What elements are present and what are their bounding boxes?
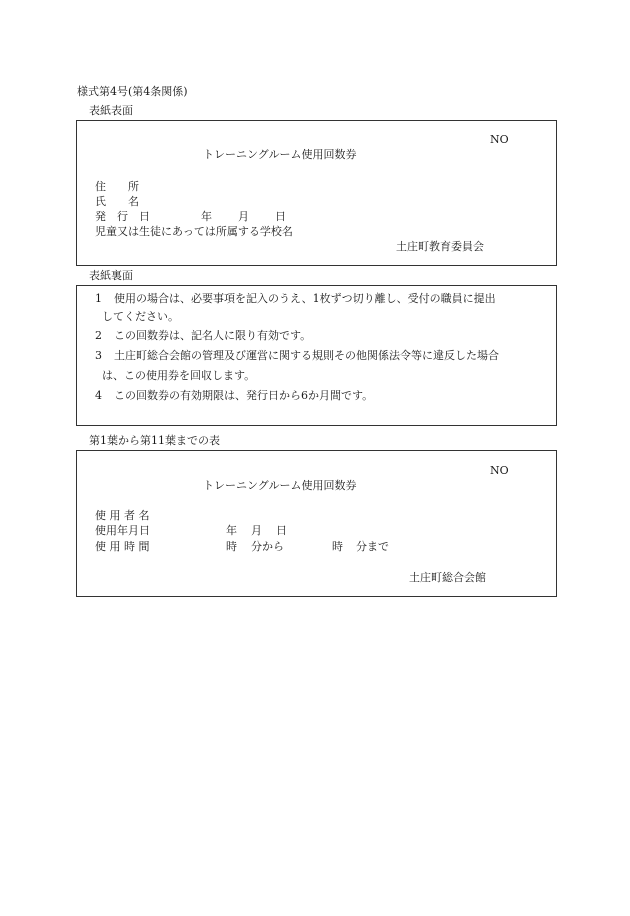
field-user-name-label: 使 用 者 名: [95, 509, 150, 522]
note-4-number: 4: [95, 389, 102, 402]
note-3-continuation: は、この使用券を回収します。: [102, 369, 256, 382]
use-time-end-hour: 時: [332, 540, 343, 553]
field-issue-date-label: 発 行 日: [95, 210, 150, 223]
field-name-label: 氏 名: [95, 195, 139, 208]
note-4-text: この回数券の有効期限は、発行日から6か月間です。: [114, 389, 374, 402]
note-1-text: 使用の場合は、必要事項を記入のうえ、1枚ずつ切り離し、受付の職員に提出: [114, 292, 496, 305]
use-date-year: 年: [226, 524, 237, 537]
use-time-start-minute: 分から: [251, 540, 284, 553]
cover-front-box: [76, 120, 557, 266]
use-date-day: 日: [276, 524, 287, 537]
use-time-end-minute: 分まで: [356, 540, 389, 553]
use-time-start-hour: 時: [226, 540, 237, 553]
sheets-issuer: 土庄町総合会館: [409, 571, 486, 584]
cover-front-issuer: 土庄町教育委員会: [396, 240, 484, 253]
note-3-number: 3: [95, 349, 102, 362]
use-date-month: 月: [251, 524, 262, 537]
sheets-ticket-title: トレーニングルーム使用回数券: [203, 479, 357, 492]
issue-date-year: 年: [201, 210, 212, 223]
sheets-box: [76, 450, 557, 597]
issue-date-day: 日: [275, 210, 286, 223]
form-title: 様式第4号(第4条関係): [77, 85, 188, 98]
note-2-text: この回数券は、記名人に限り有効です。: [114, 329, 312, 342]
note-1-number: 1: [95, 292, 102, 305]
cover-back-heading: 表紙裏面: [89, 269, 133, 282]
note-1-continuation: してください。: [102, 310, 179, 323]
field-use-date-label: 使用年月日: [95, 524, 150, 537]
field-address-label: 住 所: [95, 180, 139, 193]
cover-back-box: [76, 285, 557, 426]
note-3-text: 土庄町総合会館の管理及び運営に関する規則その他関係法令等に違反した場合: [114, 349, 499, 362]
field-school-label: 児童又は生徒にあっては所属する学校名: [95, 225, 293, 238]
field-use-time-label: 使 用 時 間: [95, 540, 150, 553]
sheets-heading: 第1葉から第11葉までの表: [89, 434, 220, 447]
cover-front-heading: 表紙表面: [89, 104, 133, 117]
cover-front-ticket-title: トレーニングルーム使用回数券: [203, 148, 357, 161]
note-2-number: 2: [95, 329, 102, 342]
cover-front-no-label: NO: [490, 133, 509, 146]
issue-date-month: 月: [238, 210, 249, 223]
sheets-no-label: NO: [490, 464, 509, 477]
